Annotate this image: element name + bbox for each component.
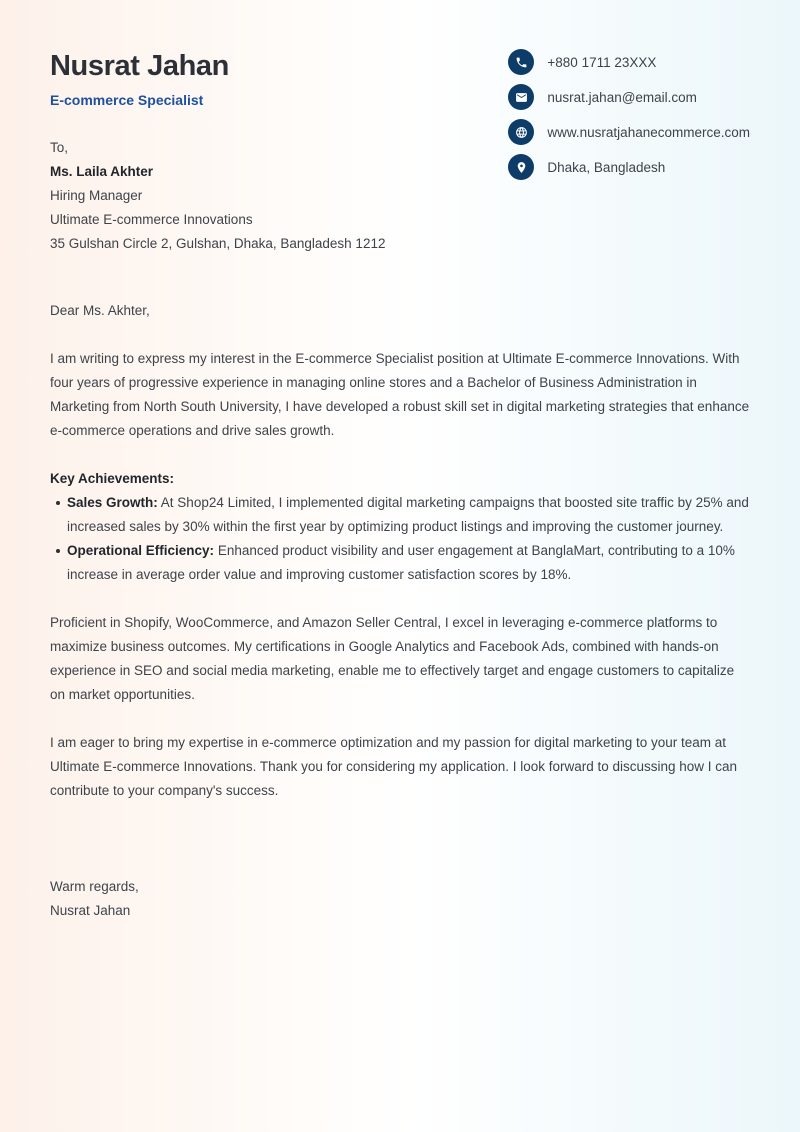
recipient-to-label: To,	[50, 140, 69, 155]
letter-body	[50, 299, 750, 923]
contact-list	[508, 48, 750, 180]
paragraph-skills: Proficient in Shopify, WooCommerce, and Amazon Seller Central, I excel in leveraging e-commerce platforms to maximize business outcomes. My certifications in Google Analytics and Facebook Ads, combined with hands-on experience in SEO and social media marketing, enable me to effectively target and engage customers to capitalize on market opportunities.	[50, 615, 735, 702]
recipient-company: Ultimate E-commerce Innovations	[50, 212, 253, 227]
recipient-role: Hiring Manager	[50, 188, 143, 203]
recipient-address: 35 Gulshan Circle 2, Gulshan, Dhaka, Bangladesh 1212	[50, 236, 386, 251]
contact-phone-text: +880 1711 23XXX	[547, 54, 657, 70]
contact-website-text: www.nusratjahanecommerce.com	[547, 124, 750, 140]
header-left	[50, 48, 385, 256]
contact-row-location	[508, 154, 750, 180]
paragraph-closing: I am eager to bring my expertise in e-commerce optimization and my passion for digital marketing to your team at Ultimate E-commerce Innovations. Thank you for considering my application. I look forward to discussing how I can contribute to your company's success.	[50, 735, 738, 798]
contact-row-website	[508, 119, 750, 145]
paragraph-intro: I am writing to express my interest in the E-commerce Specialist position at Ultimate E-commerce Innovations. With four years of progressive experience in managing online stores and a Bachelor of Business Administration in Marketing from North South University, I have developed a robust skill set in digital marketing strategies that enhance e-commerce operations and drive sales growth.	[50, 351, 750, 438]
achievement-item-operational-efficiency	[67, 539, 750, 587]
contact-location-text: Dhaka, Bangladesh	[547, 159, 666, 175]
achievement-item-sales-growth	[67, 491, 750, 539]
page-title: Nusrat Jahan	[50, 50, 229, 82]
contact-row-email	[508, 84, 750, 110]
globe-icon	[508, 119, 534, 145]
job-title: E-commerce Specialist	[50, 92, 204, 108]
header	[50, 48, 750, 256]
phone-icon	[508, 49, 534, 75]
achievement-label: Sales Growth:	[67, 495, 158, 510]
achievements-heading: Key Achievements:	[50, 471, 175, 486]
recipient-block	[50, 136, 385, 256]
achievements-list	[50, 491, 750, 587]
location-icon	[508, 154, 534, 180]
closing-line: Warm regards,	[50, 879, 139, 894]
email-icon	[508, 84, 534, 110]
contact-email-text: nusrat.jahan@email.com	[547, 89, 697, 105]
recipient-name: Ms. Laila Akhter	[50, 164, 154, 179]
contact-row-phone	[508, 49, 750, 75]
salutation: Dear Ms. Akhter,	[50, 303, 150, 318]
signature-name: Nusrat Jahan	[50, 903, 131, 918]
achievement-text: At Shop24 Limited, I implemented digital marketing campaigns that boosted site traffic by 25% and increased sales by 30% within the first year by optimizing product listings and improving the customer journey.	[67, 495, 749, 534]
achievement-text: Enhanced product visibility and user engagement at BanglaMart, contributing to a 10% increase in average order value and improving customer satisfaction scores by 18%.	[67, 543, 735, 582]
achievement-label: Operational Efficiency:	[67, 543, 215, 558]
